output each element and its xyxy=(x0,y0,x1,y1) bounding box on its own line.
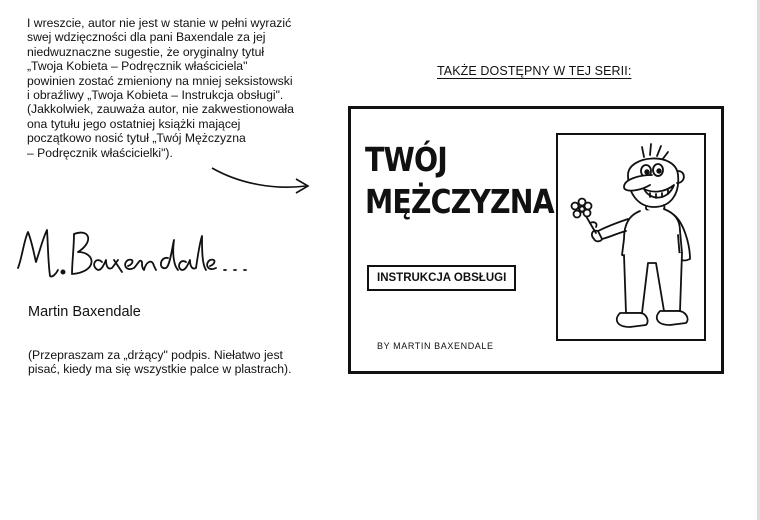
acknowledgement-line: (Jakkolwiek, zauważa autor, nie zakwestionowała xyxy=(27,102,294,117)
cartoon-frame xyxy=(556,133,706,341)
acknowledgement-line: I wreszcie, autor nie jest w stanie w pełni wyrazić xyxy=(27,16,292,30)
author-name: Martin Baxendale xyxy=(28,304,141,320)
acknowledgement-line: niedwuznaczne sugestie, że oryginalny tytuł xyxy=(27,44,265,59)
cartoon-man-illustration xyxy=(558,135,704,339)
book-title-line: MĘŻCZYZNA xyxy=(365,182,554,221)
acknowledgement-line: „Twoja Kobieta – Podręcznik właściciela" xyxy=(27,59,248,74)
acknowledgement-line: – Podręcznik właścicielki"). xyxy=(27,145,173,160)
acknowledgement-line: powinien zostać zmieniony na mniej seksistowski xyxy=(27,73,293,88)
book-byline: BY MARTIN BAXENDALE xyxy=(377,341,494,351)
book-cover xyxy=(348,106,724,374)
book-title-line: TWÓJ xyxy=(365,140,447,179)
acknowledgement-line: początkowo nosić tytuł „Twój Mężczyzna xyxy=(27,131,246,146)
acknowledgement-line: swej wdzięczności dla pani Baxendale za jej xyxy=(27,30,266,45)
series-heading: TAKŻE DOSTĘPNY W TEJ SERII: xyxy=(437,64,632,78)
acknowledgement-line: i obraźliwy „Twoja Kobieta – Instrukcja obsługi". xyxy=(27,88,284,103)
apology-line: (Przepraszam za „drżący" podpis. Niełatwo jest xyxy=(28,348,283,362)
book-title xyxy=(365,139,554,223)
acknowledgement-line: ona tytułu jego ostatniej książki mającej xyxy=(27,116,241,131)
book-subtitle: INSTRUKCJA OBSŁUGI xyxy=(367,265,516,291)
handwritten-signature xyxy=(10,218,280,288)
acknowledgement-text xyxy=(27,16,327,160)
apology-line: pisać, kiedy ma się wszystkie palce w plastrach). xyxy=(28,362,292,377)
arrow-right-icon xyxy=(210,160,315,196)
apology-note xyxy=(28,348,348,377)
